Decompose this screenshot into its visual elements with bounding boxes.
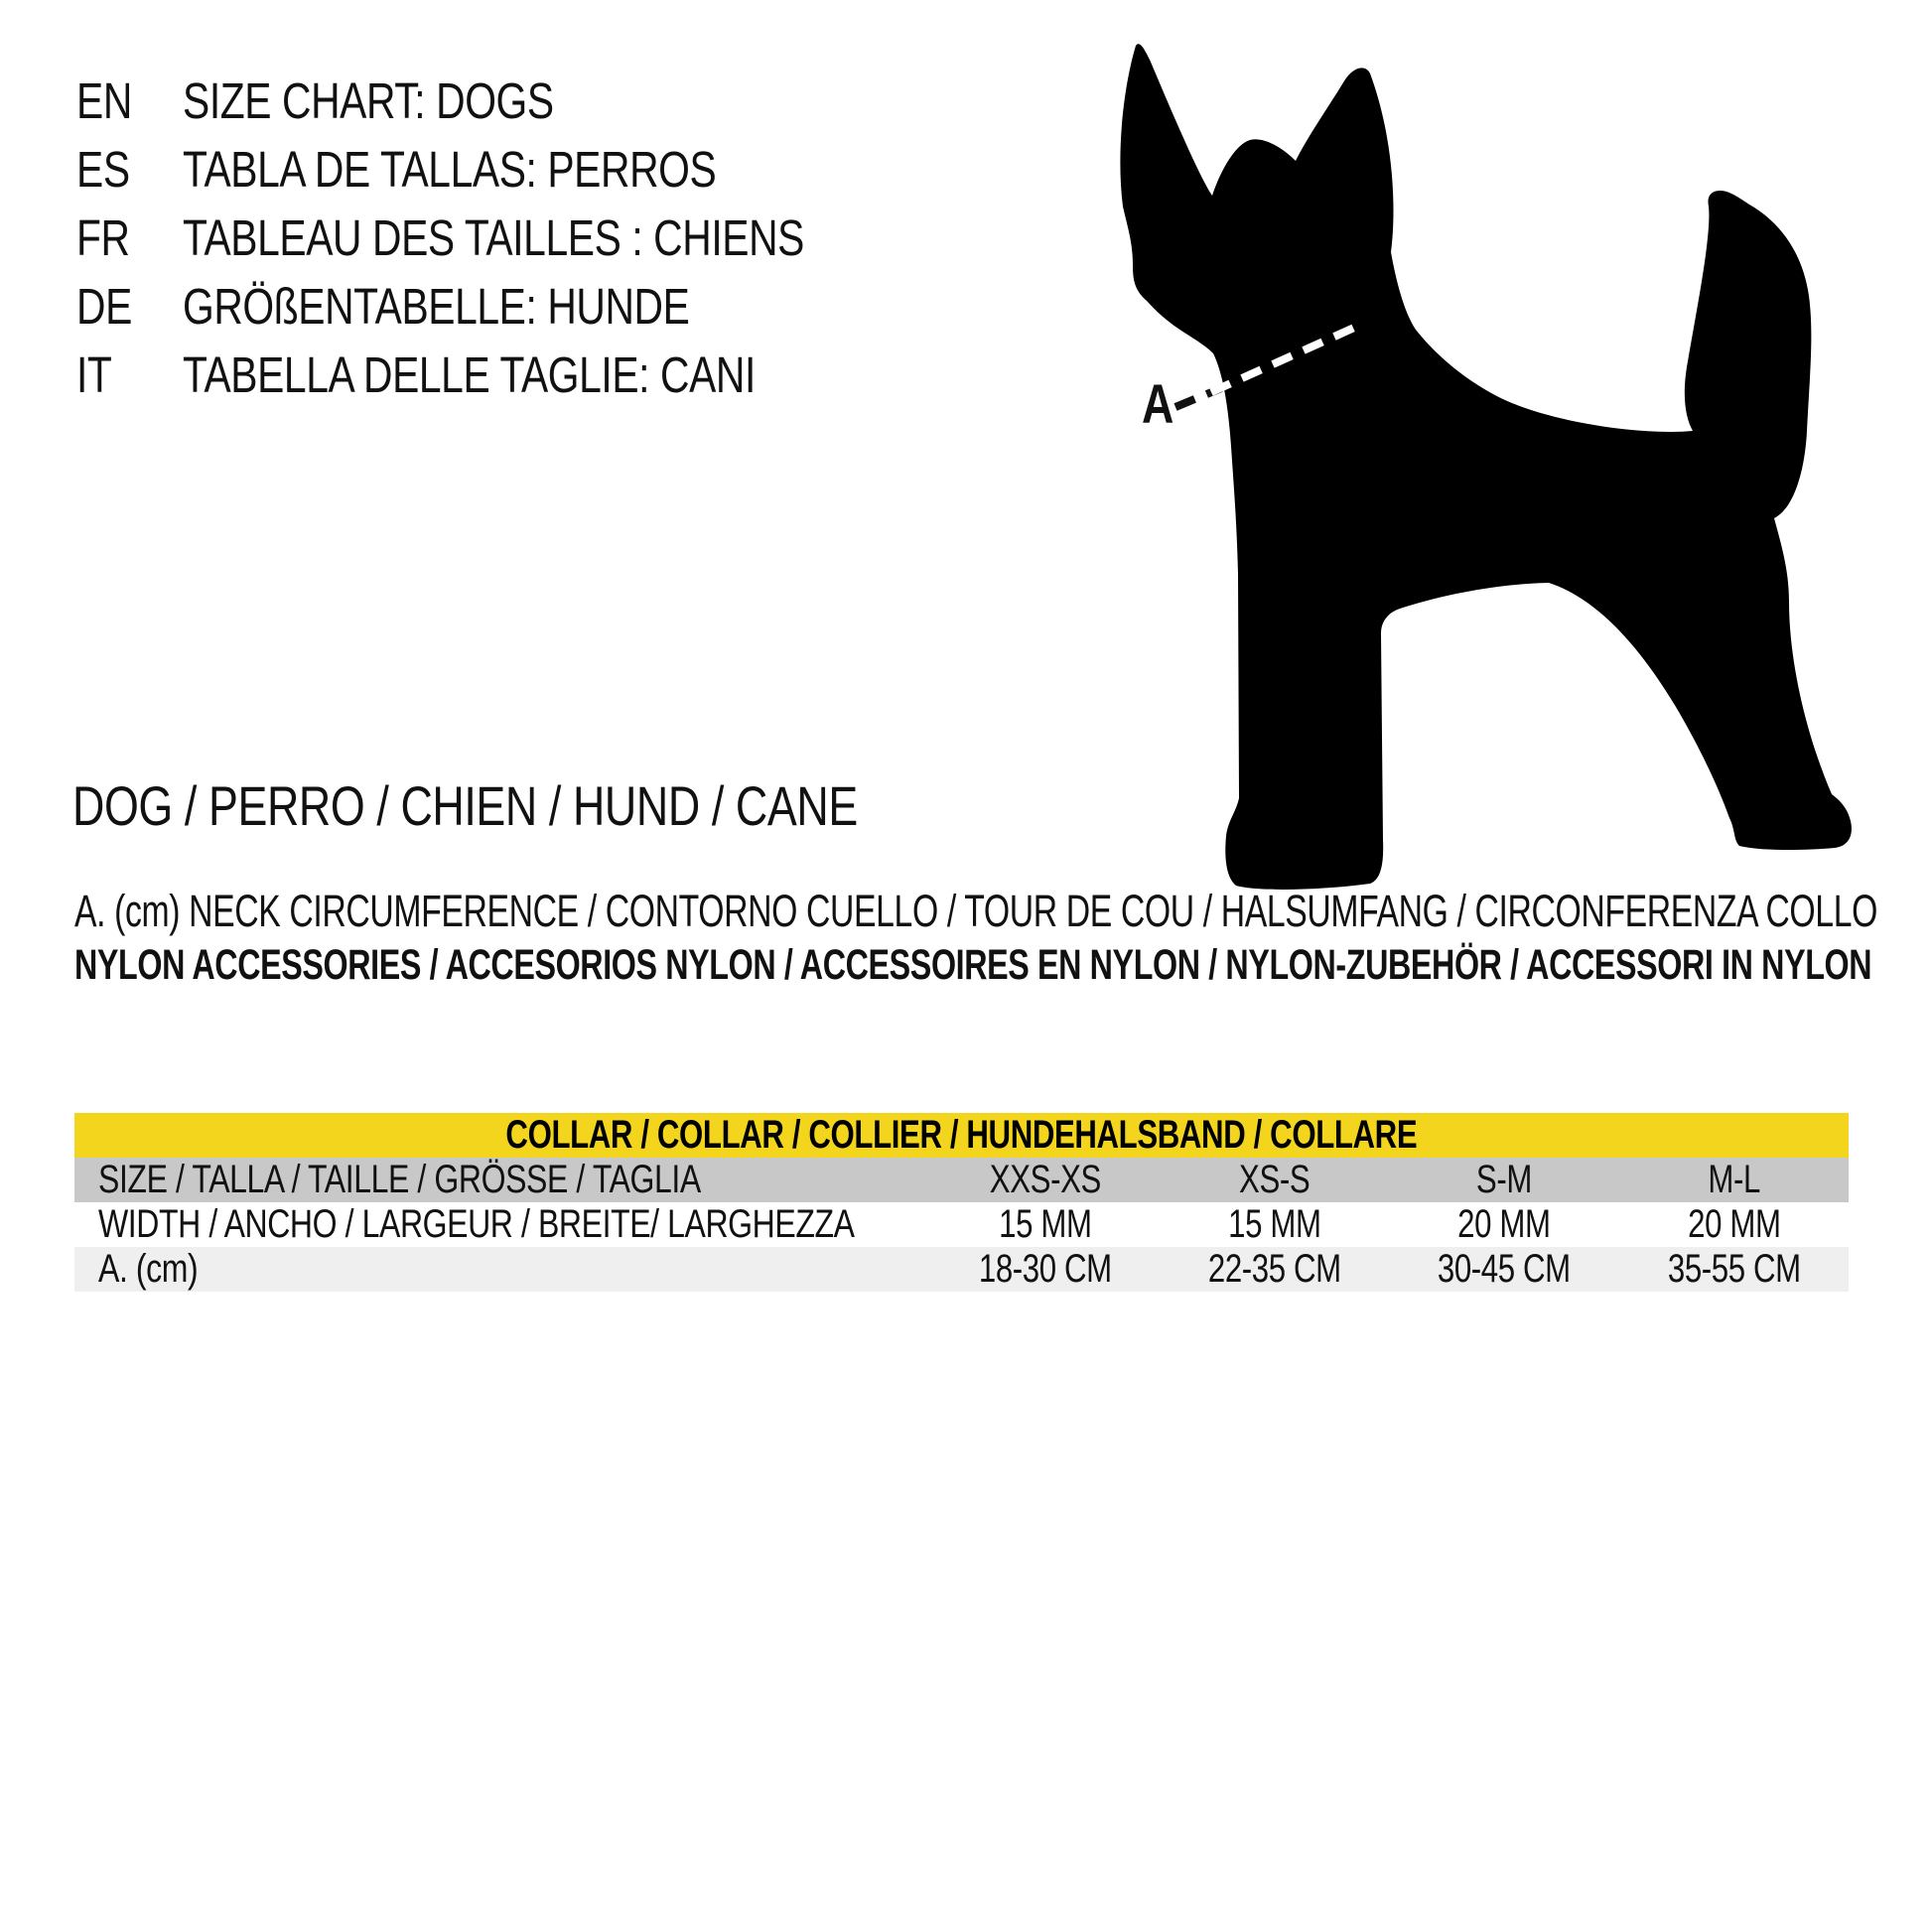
language-code: EN [76,72,132,129]
measure-label-a: A [1142,372,1173,435]
size-value: M-L [1708,1158,1760,1201]
language-list [76,67,960,409]
language-row-en [76,67,960,135]
table-row-neck [74,1247,1849,1292]
neck-value: 22-35 CM [1207,1247,1341,1291]
language-code: DE [76,278,132,335]
size-table-header: COLLAR / COLLAR / COLLIER / HUNDEHALSBAND / COLLARE [74,1113,1849,1158]
size-value: XXS-XS [989,1158,1101,1201]
language-code: ES [76,141,130,198]
neck-value: 30-45 CM [1438,1247,1572,1291]
size-value: XS-S [1239,1158,1311,1201]
language-code: IT [76,346,112,403]
collar-size-table [74,1113,1849,1292]
table-row-width [74,1202,1849,1247]
language-row-fr [76,204,960,272]
dog-caption: DOG / PERRO / CHIEN / HUND / CANE [72,774,858,837]
material-note: NYLON ACCESSORIES / ACCESORIOS NYLON / ACCESSOIRES EN NYLON / NYLON-ZUBEHÖR / ACCESSORI IN NYLON [74,941,1872,989]
row-label: A. (cm) [98,1247,199,1291]
dog-figure [1100,40,1904,896]
dog-body-path [1120,44,1852,890]
row-label: SIZE / TALLA / TAILLE / GRÖSSE / TAGLIA [98,1158,701,1201]
width-value: 20 MM [1457,1202,1551,1246]
width-value: 20 MM [1687,1202,1781,1246]
measurement-note: A. (cm) NECK CIRCUMFERENCE / CONTORNO CUELLO / TOUR DE COU / HALSUMFANG / CIRCONFERENZA COLLO [74,886,1877,936]
language-label: TABLA DE TALLAS: PERROS [183,141,717,198]
language-label: GRÖßENTABELLE: HUNDE [183,278,690,335]
language-row-de [76,272,960,341]
language-row-es [76,135,960,204]
language-label: TABELLA DELLE TAGLIE: CANI [183,346,757,403]
table-row-size [74,1158,1849,1202]
width-value: 15 MM [998,1202,1092,1246]
language-label: SIZE CHART: DOGS [183,72,554,129]
row-label: WIDTH / ANCHO / LARGEUR / BREITE/ LARGHEZZA [98,1202,855,1246]
size-value: S-M [1476,1158,1533,1201]
neck-value: 18-30 CM [978,1247,1112,1291]
neck-value: 35-55 CM [1667,1247,1801,1291]
language-label: TABLEAU DES TAILLES : CHIENS [183,209,805,266]
language-code: FR [76,209,130,266]
width-value: 15 MM [1228,1202,1321,1246]
chihuahua-dog-silhouette-icon [1100,40,1904,896]
language-row-it [76,341,960,409]
